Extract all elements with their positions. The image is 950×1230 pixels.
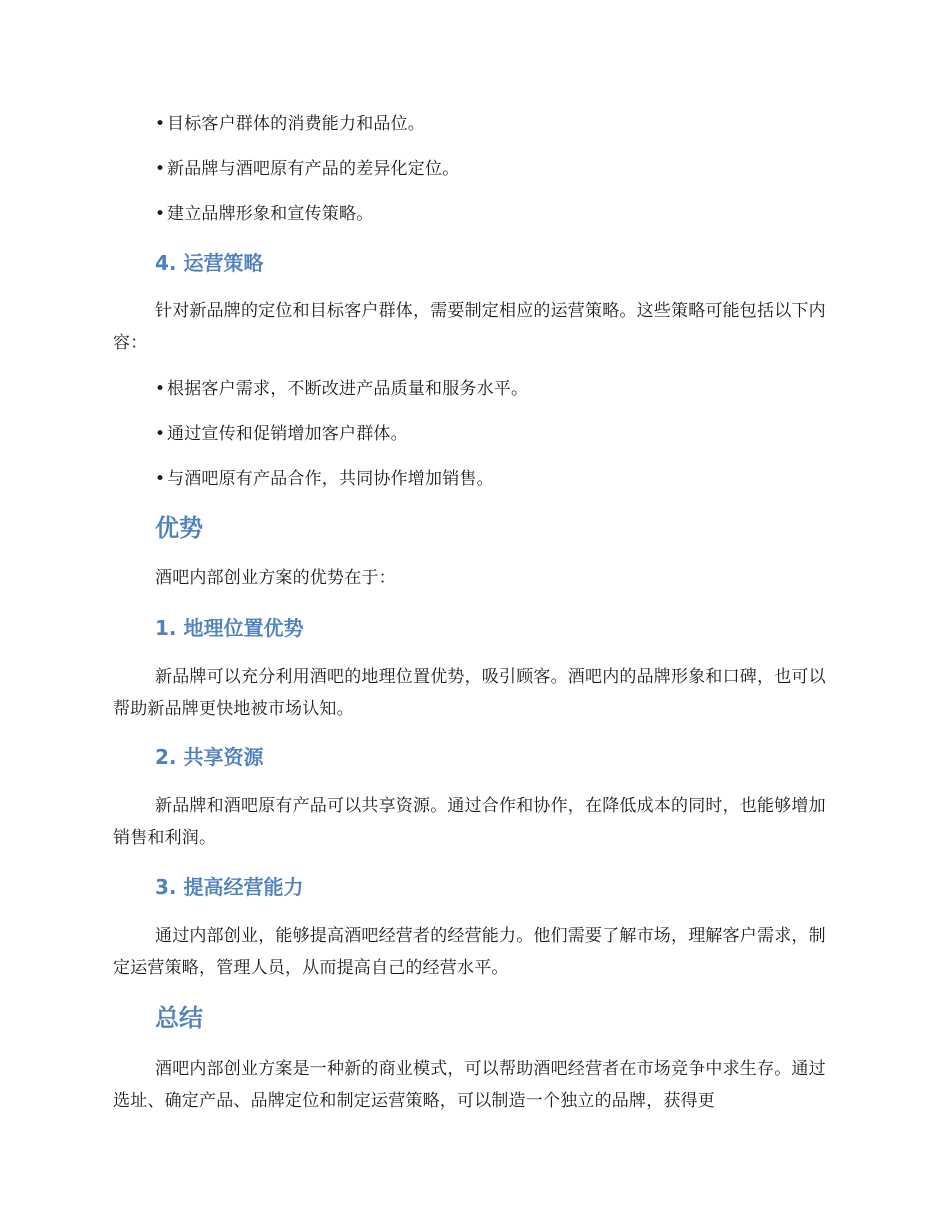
paragraph: 酒吧内部创业方案的优势在于： <box>155 568 396 588</box>
bullet-dot-icon: • <box>155 204 166 224</box>
section-heading: 1. 地理位置优势 <box>155 616 304 640</box>
bullet-item <box>155 373 528 405</box>
bullet-text: 根据客户需求，不断改进产品质量和服务水平。 <box>167 379 529 399</box>
paragraph: 通过内部创业，能够提高酒吧经营者的经营能力。他们需要了解市场，理解客户需求，制定运营策略，管理人员，从而提高自己的经营水平。 <box>113 926 826 978</box>
paragraph: 新品牌可以充分利用酒吧的地理位置优势，吸引顾客。酒吧内的品牌形象和口碑，也可以帮助新品牌更快地被市场认知。 <box>113 667 826 719</box>
bullet-item <box>155 463 494 495</box>
bullet-text: 新品牌与酒吧原有产品的差异化定位。 <box>167 159 460 179</box>
paragraph: 酒吧内部创业方案是一种新的商业模式，可以帮助酒吧经营者在市场竞争中求生存。通过选址、确定产品、品牌定位和制定运营策略，可以制造一个独立的品牌，获得更 <box>113 1059 826 1111</box>
section-heading: 3. 提高经营能力 <box>155 875 304 899</box>
bullet-dot-icon: • <box>155 424 166 444</box>
bullet-dot-icon: • <box>155 159 166 179</box>
section-heading: 4. 运营策略 <box>155 251 264 275</box>
bullet-text: 通过宣传和促销增加客户群体。 <box>167 424 408 444</box>
bullet-text: 与酒吧原有产品合作，共同协作增加销售。 <box>167 469 494 489</box>
chapter-heading: 优势 <box>155 514 203 542</box>
bullet-item <box>155 153 459 185</box>
bullet-dot-icon: • <box>155 379 166 399</box>
bullet-text: 建立品牌形象和宣传策略。 <box>167 204 374 224</box>
bullet-dot-icon: • <box>155 114 166 134</box>
bullet-text: 目标客户群体的消费能力和品位。 <box>167 114 425 134</box>
paragraph: 新品牌和酒吧原有产品可以共享资源。通过合作和协作，在降低成本的同时，也能够增加销售和利润。 <box>113 796 826 848</box>
bullet-item <box>155 198 373 230</box>
paragraph: 针对新品牌的定位和目标客户群体，需要制定相应的运营策略。这些策略可能包括以下内容： <box>113 301 826 353</box>
chapter-heading: 总结 <box>155 1004 203 1032</box>
section-heading: 2. 共享资源 <box>155 745 264 769</box>
bullet-item <box>155 108 425 140</box>
bullet-item <box>155 418 408 450</box>
bullet-dot-icon: • <box>155 469 166 489</box>
